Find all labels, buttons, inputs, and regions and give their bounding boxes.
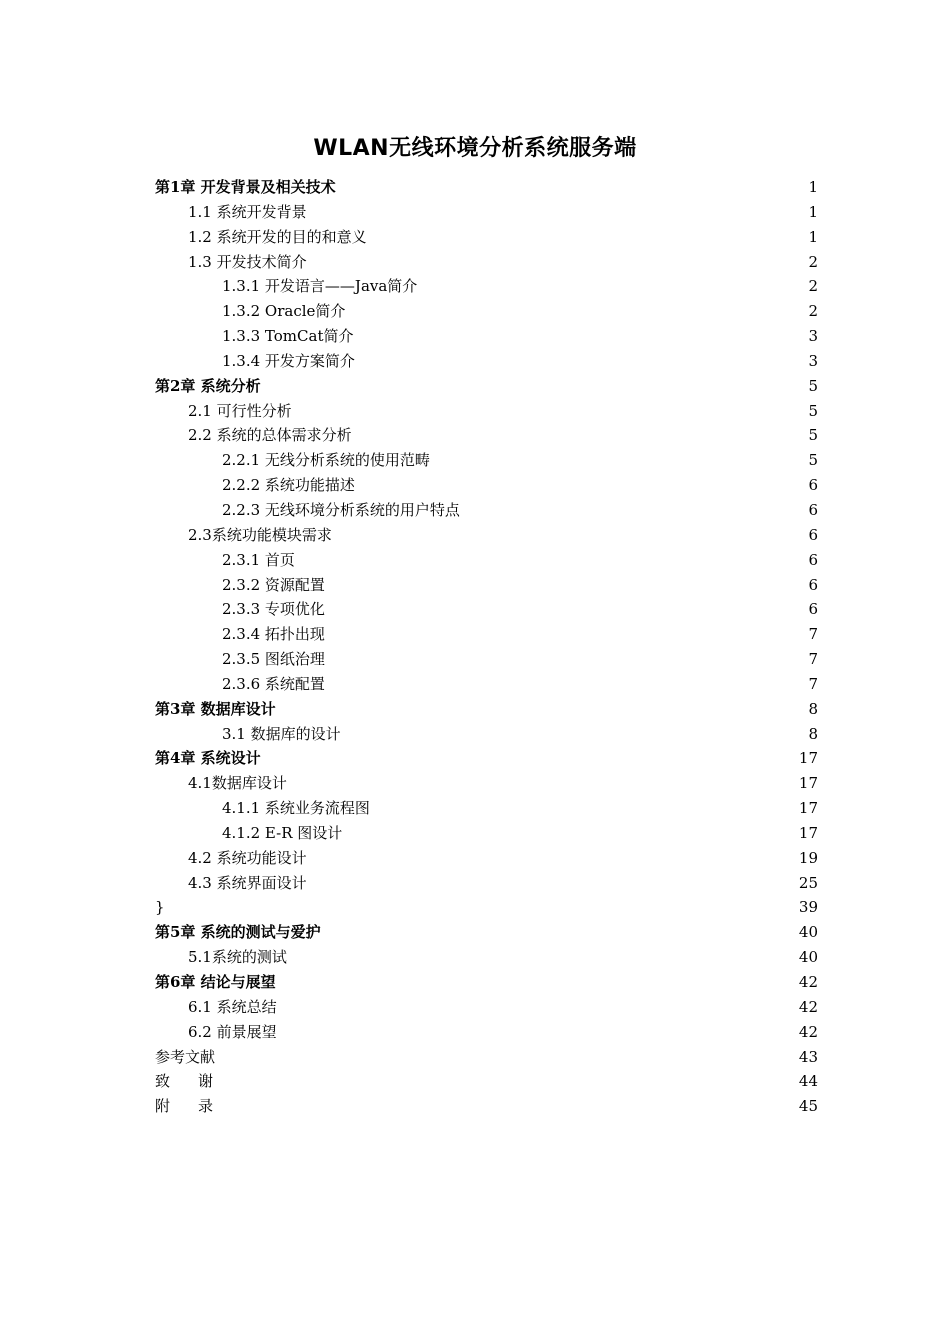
toc-entry-2-2-1[interactable] — [155, 448, 818, 473]
toc-entry-page: 44 — [798, 1072, 818, 1091]
toc-entry-label: 2.3.4 拓扑出现 — [222, 625, 325, 644]
toc-entry-label: 2.3系统功能模块需求 — [188, 525, 332, 544]
toc-entry-1-3[interactable] — [155, 250, 818, 275]
toc-entry-label: 参考文献 — [155, 1047, 216, 1066]
toc-entry-label: 第4章 系统设计 — [155, 749, 261, 768]
toc-entry-4-1-2[interactable] — [155, 821, 818, 846]
toc-entry-page: 40 — [798, 948, 818, 967]
toc-entry-label: 4.1数据库设计 — [188, 774, 287, 793]
toc-entry-page: 17 — [798, 749, 818, 768]
toc-entry-label: 2.3.3 专项优化 — [222, 600, 325, 619]
toc-entry-label: 致谢 — [155, 1072, 242, 1091]
toc-entry-chapter-4[interactable] — [155, 746, 818, 771]
toc-entry-page: 39 — [798, 898, 818, 917]
toc-entry-label: 1.3.1 开发语言——Java简介 — [222, 277, 418, 296]
toc-entry-4-1[interactable] — [155, 771, 818, 796]
toc-entry-label: 附录 — [155, 1097, 242, 1116]
toc-entry-label: 3.1 数据库的设计 — [222, 724, 341, 743]
toc-entry-2-2-2[interactable] — [155, 473, 818, 498]
toc-entry-label: 4.1.2 E-R 图设计 — [222, 823, 343, 842]
toc-entry-1-3-1[interactable] — [155, 274, 818, 299]
toc-entry-page: 5 — [808, 376, 818, 395]
toc-entry-1-3-3[interactable] — [155, 324, 818, 349]
toc-entry-page: 2 — [808, 252, 818, 271]
toc-entry-label: 2.3.1 首页 — [222, 550, 295, 569]
toc-entry-page: 1 — [808, 227, 818, 246]
toc-entry-label: 1.3.2 Oracle简介 — [222, 302, 346, 321]
toc-entry-brace[interactable] — [155, 895, 818, 920]
toc-entry-label: 6.2 前景展望 — [188, 1022, 277, 1041]
toc-entry-label: 第5章 系统的测试与爱护 — [155, 923, 321, 942]
toc-entry-label: 4.2 系统功能设计 — [188, 848, 307, 867]
toc-entry-page: 6 — [808, 476, 818, 495]
toc-entry-label: 1.2 系统开发的目的和意义 — [188, 227, 367, 246]
toc-entry-page: 1 — [808, 202, 818, 221]
toc-entry-page: 5 — [808, 451, 818, 470]
toc-entry-2-3-2[interactable] — [155, 573, 818, 598]
toc-entry-page: 42 — [798, 1022, 818, 1041]
toc-entry-appendix[interactable] — [155, 1094, 818, 1119]
toc-entry-page: 8 — [808, 699, 818, 718]
toc-entry-page: 17 — [798, 823, 818, 842]
toc-entry-chapter-5[interactable] — [155, 920, 818, 945]
toc-entry-page: 42 — [798, 973, 818, 991]
toc-entry-page: 25 — [798, 873, 818, 892]
toc-entry-2-3-5[interactable] — [155, 647, 818, 672]
toc-entry-page: 6 — [808, 550, 818, 569]
table-of-contents — [155, 175, 818, 1119]
toc-entry-chapter-1[interactable] — [155, 175, 818, 200]
toc-entry-label: 4.1.1 系统业务流程图 — [222, 799, 370, 818]
toc-entry-2-3-6[interactable] — [155, 672, 818, 697]
toc-entry-label: 1.1 系统开发背景 — [188, 202, 307, 221]
toc-entry-label: 第1章 开发背景及相关技术 — [155, 178, 336, 196]
toc-entry-label: 2.2.1 无线分析系统的使用范畴 — [222, 451, 430, 470]
toc-entry-label: 第2章 系统分析 — [155, 376, 261, 395]
toc-entry-label: 1.3.4 开发方案简介 — [222, 351, 355, 370]
toc-entry-2-1[interactable] — [155, 399, 818, 424]
toc-entry-page: 6 — [808, 575, 818, 594]
toc-entry-label: 第3章 数据库设计 — [155, 699, 276, 718]
toc-entry-label: 1.3.3 TomCat简介 — [222, 327, 354, 346]
toc-entry-page: 17 — [798, 774, 818, 793]
toc-entry-page: 43 — [798, 1047, 818, 1066]
toc-entry-chapter-2[interactable] — [155, 374, 818, 399]
toc-entry-page: 6 — [808, 525, 818, 544]
toc-entry-1-3-2[interactable] — [155, 299, 818, 324]
toc-entry-4-3[interactable] — [155, 871, 818, 896]
toc-entry-page: 40 — [798, 923, 818, 942]
toc-entry-1-3-4[interactable] — [155, 349, 818, 374]
toc-entry-page: 7 — [808, 625, 818, 644]
toc-entry-page: 6 — [808, 600, 818, 619]
toc-entry-page: 42 — [798, 997, 818, 1016]
toc-entry-2-3[interactable] — [155, 523, 818, 548]
toc-entry-label: 6.1 系统总结 — [188, 997, 277, 1016]
toc-entry-page: 5 — [808, 426, 818, 445]
toc-entry-label: 2.1 可行性分析 — [188, 401, 292, 420]
toc-entry-page: 2 — [808, 277, 818, 296]
toc-entry-2-2[interactable] — [155, 423, 818, 448]
toc-entry-page: 17 — [798, 799, 818, 818]
toc-entry-label: 2.2.3 无线环境分析系统的用户特点 — [222, 500, 460, 519]
toc-entry-2-2-3[interactable] — [155, 498, 818, 523]
toc-entry-page: 2 — [808, 302, 818, 321]
toc-entry-page: 1 — [808, 178, 818, 196]
toc-entry-label: 4.3 系统界面设计 — [188, 873, 307, 892]
toc-entry-label: 2.2.2 系统功能描述 — [222, 476, 355, 495]
toc-entry-references[interactable] — [155, 1045, 818, 1070]
toc-entry-4-2[interactable] — [155, 846, 818, 871]
toc-entry-page: 7 — [808, 650, 818, 669]
toc-entry-2-3-1[interactable] — [155, 548, 818, 573]
toc-entry-page: 6 — [808, 500, 818, 519]
toc-entry-1-2[interactable] — [155, 225, 818, 250]
toc-entry-chapter-3[interactable] — [155, 697, 818, 722]
toc-entry-label: 2.3.2 资源配置 — [222, 575, 325, 594]
toc-entry-label: 1.3 开发技术简介 — [188, 252, 307, 271]
toc-entry-page: 3 — [808, 327, 818, 346]
toc-entry-3-1[interactable] — [155, 722, 818, 747]
toc-entry-label: 2.3.6 系统配置 — [222, 674, 325, 693]
toc-entry-4-1-1[interactable] — [155, 796, 818, 821]
document-title: WLAN无线环境分析系统服务端 — [313, 136, 637, 161]
toc-entry-label: } — [155, 898, 165, 917]
toc-entry-label: 5.1系统的测试 — [188, 948, 287, 967]
toc-entry-6-2[interactable] — [155, 1020, 818, 1045]
toc-entry-label: 2.3.5 图纸治理 — [222, 650, 325, 669]
toc-entry-label: 第6章 结论与展望 — [155, 973, 276, 991]
toc-entry-page: 19 — [798, 848, 818, 867]
toc-entry-2-3-3[interactable] — [155, 597, 818, 622]
toc-entry-label: 2.2 系统的总体需求分析 — [188, 426, 352, 445]
toc-entry-1-1[interactable] — [155, 200, 818, 225]
toc-entry-page: 8 — [808, 724, 818, 743]
toc-entry-6-1[interactable] — [155, 995, 818, 1020]
toc-entry-5-1[interactable] — [155, 945, 818, 970]
toc-entry-acknowledgements[interactable] — [155, 1069, 818, 1094]
toc-entry-2-3-4[interactable] — [155, 622, 818, 647]
toc-entry-page: 45 — [798, 1097, 818, 1116]
toc-entry-page: 3 — [808, 351, 818, 370]
toc-entry-page: 7 — [808, 674, 818, 693]
toc-entry-chapter-6[interactable] — [155, 970, 818, 995]
toc-entry-page: 5 — [808, 401, 818, 420]
